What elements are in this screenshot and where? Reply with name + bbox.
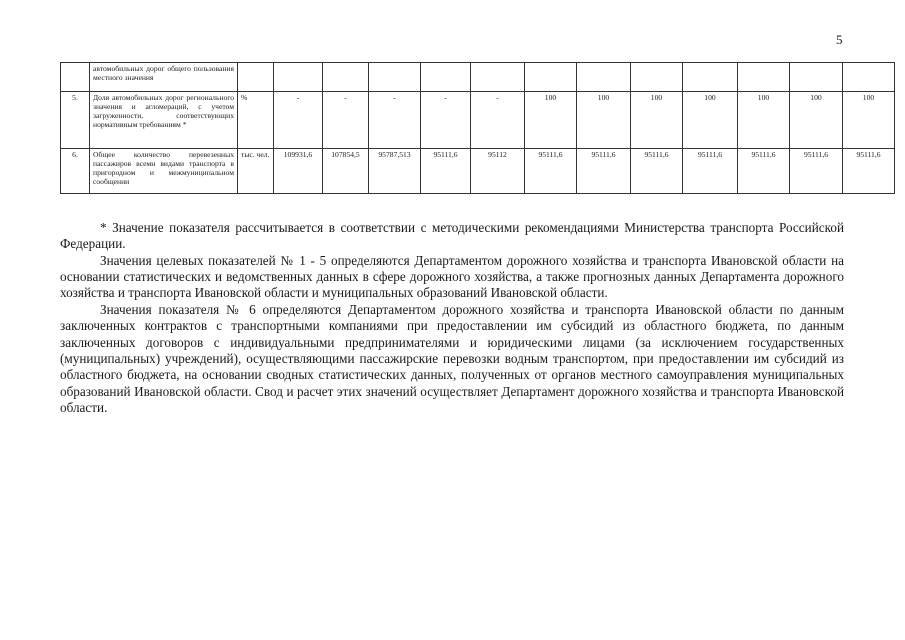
value-cell: 95111,6 <box>790 149 843 194</box>
value-cell: 100 <box>631 92 683 149</box>
value-cell: 95111,6 <box>738 149 790 194</box>
row-number: 5. <box>61 92 90 149</box>
indicator-name: Доля автомобильных дорог регионального значения и агломераций, с учетом загруженности, соответствующих нормативным требованиям * <box>90 92 238 149</box>
indicator-6-paragraph: Значения показателя № 6 определяются Департаментом дорожного хозяйства и транспорта Ивановской области по данным заключенных контрактов с транспортными компаниями при предоставлении им субсидий из областного бюджета, по данным заключенных договоров с индивидуальными предпринимателями и юридическими лицами (за исключением государственных (муниципальных) учреждений), осуществляющими пассажирские перевозки водным транспортом, при предоставлении им субсидий из областного бюджета, на основании сводных статистических данных, полученных от органов местного самоуправления муниципальных образований Ивановской области. Свод и расчет этих значений осуществляет Департамент дорожного хозяйства и транспорта Ивановской области. <box>60 301 844 415</box>
indicators-table <box>60 62 895 194</box>
value-cell: 100 <box>525 92 577 149</box>
value-cell: 95111,6 <box>843 149 895 194</box>
value-cell: 95787,513 <box>369 149 421 194</box>
value-cell: - <box>274 92 323 149</box>
value-cell: 100 <box>683 92 738 149</box>
value-cell: - <box>369 92 421 149</box>
value-cell: 100 <box>577 92 631 149</box>
value-cell: - <box>421 92 471 149</box>
value-cell <box>683 63 738 92</box>
value-cell <box>631 63 683 92</box>
value-cell: 109931,6 <box>274 149 323 194</box>
value-cell <box>471 63 525 92</box>
page-number: 5 <box>836 32 843 47</box>
unit-cell: тыс. чел. <box>238 149 274 194</box>
value-cell <box>738 63 790 92</box>
value-cell: 95111,6 <box>421 149 471 194</box>
value-cell: 95111,6 <box>631 149 683 194</box>
value-cell <box>369 63 421 92</box>
table-row <box>61 63 895 92</box>
unit-cell: % <box>238 92 274 149</box>
indicator-name: автомобильных дорог общего пользования местного значения <box>90 63 238 92</box>
value-cell <box>843 63 895 92</box>
value-cell: 100 <box>790 92 843 149</box>
row-number <box>61 63 90 92</box>
table-row <box>61 92 895 149</box>
value-cell <box>323 63 369 92</box>
value-cell: 95111,6 <box>683 149 738 194</box>
footnote-paragraph: * Значение показателя рассчитывается в соответствии с методическими рекомендациями Министерства транспорта Российской Федерации. <box>60 220 844 252</box>
value-cell: 95111,6 <box>577 149 631 194</box>
indicator-name: Общее количество перевезенных пассажиров всеми видами транспорта в пригородном и межмуниципальном сообщении <box>90 149 238 194</box>
value-cell: 107854,5 <box>323 149 369 194</box>
value-cell <box>577 63 631 92</box>
value-cell: - <box>323 92 369 149</box>
value-cell <box>274 63 323 92</box>
row-number: 6. <box>61 149 90 194</box>
value-cell <box>525 63 577 92</box>
explanatory-notes <box>60 220 844 416</box>
value-cell: 95112 <box>471 149 525 194</box>
table-row <box>61 149 895 194</box>
indicators-1-5-paragraph: Значения целевых показателей № 1 - 5 определяются Департаментом дорожного хозяйства и транспорта Ивановской области на основании статистических и ведомственных данных в сфере дорожного хозяйства, а также прогнозных данных Департамента дорожного хозяйства и транспорта Ивановской области и муниципальных образований Ивановской области. <box>60 252 844 301</box>
value-cell: 100 <box>738 92 790 149</box>
value-cell <box>421 63 471 92</box>
unit-cell <box>238 63 274 92</box>
value-cell: 95111,6 <box>525 149 577 194</box>
value-cell: 100 <box>843 92 895 149</box>
value-cell: - <box>471 92 525 149</box>
value-cell <box>790 63 843 92</box>
